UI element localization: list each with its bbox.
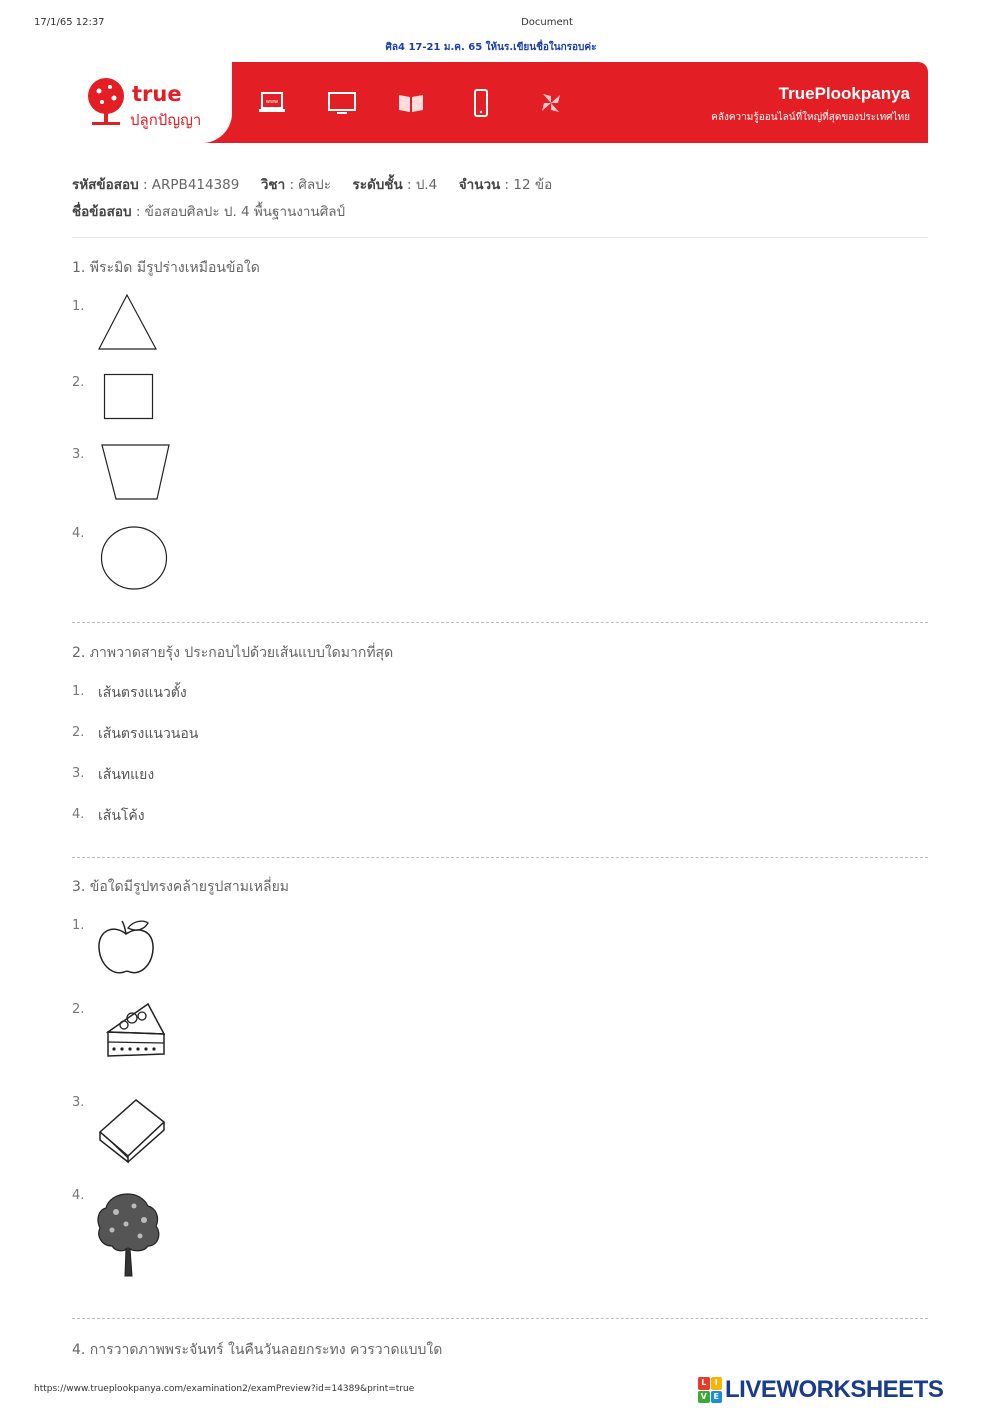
option-number: 4.: [72, 1188, 85, 1203]
level-label: ระดับชั้น: [352, 177, 403, 193]
exam-meta-line: รหัสข้อสอบ : ARPB414389 วิชา : ศิลปะ ระดับชั้น : ป.4 จำนวน : 12 ข้อ: [72, 177, 553, 193]
circle-icon[interactable]: [99, 524, 171, 592]
question-3: 3. ข้อใดมีรูปทรงคล้ายรูปสามเหลี่ยม: [72, 879, 290, 895]
brand-block: [711, 84, 910, 125]
subject-value: ศิลปะ: [298, 177, 331, 193]
logo-text: true: [132, 82, 182, 106]
book-block-icon[interactable]: [96, 1094, 170, 1164]
brand-tagline: คลังความรู้ออนไลน์ที่ใหญ่ที่สุดของประเทศไทย: [711, 112, 910, 123]
question-1: 1. พีระมิด มีรูปร่างเหมือนข้อใด: [72, 260, 260, 276]
liveworksheets-logo-icon: L I V E: [698, 1377, 722, 1403]
divider: [72, 622, 928, 623]
logo-thai-text: ปลูกปัญญา: [130, 111, 202, 129]
name-value: ข้อสอบศิลปะ ป. 4 พื้นฐานงานศิลป์: [144, 204, 346, 220]
option-label[interactable]: เส้นโค้ง: [98, 808, 145, 824]
option-number: 4.: [72, 526, 85, 541]
trapezoid-icon[interactable]: [100, 442, 172, 504]
divider: [72, 857, 928, 858]
divider: [72, 1318, 928, 1319]
option-number: 2.: [72, 1002, 85, 1017]
option-number: 1.: [72, 684, 85, 699]
site-banner: [72, 62, 928, 143]
www-laptop-icon[interactable]: [257, 88, 287, 118]
svg-text:www: www: [265, 99, 279, 105]
tv-icon[interactable]: [327, 88, 357, 118]
watermark-text: LIVEWORKSHEETS: [725, 1376, 944, 1403]
name-label: ชื่อข้อสอบ: [72, 204, 132, 220]
apple-icon[interactable]: [94, 914, 158, 978]
count-label: จำนวน: [458, 177, 501, 193]
option-number: 3.: [72, 1095, 85, 1110]
page-url: https://www.trueplookpanya.com/examination2/examPreview?id=14389&print=true: [34, 1384, 415, 1394]
option-number: 2.: [72, 375, 85, 390]
triangle-icon[interactable]: [96, 292, 160, 354]
document-subtitle: ศิล4 17-21 ม.ค. 65 ให้นร.เขียนชื่อในกรอบค่ะ: [385, 42, 597, 53]
tree-logo-icon: [86, 76, 126, 128]
brand-name: TruePlookpanya: [778, 84, 910, 103]
liveworksheets-watermark: [698, 1375, 943, 1405]
pinwheel-icon[interactable]: [536, 88, 566, 118]
exam-name-line: ชื่อข้อสอบ : ข้อสอบศิลปะ ป. 4 พื้นฐานงานศิลป์: [72, 204, 346, 220]
option-number: 3.: [72, 447, 85, 462]
print-title: Document: [521, 17, 573, 28]
code-value: ARPB414389: [151, 177, 240, 193]
option-number: 1.: [72, 918, 85, 933]
tree-icon[interactable]: [94, 1190, 164, 1280]
subject-label: วิชา: [260, 177, 286, 193]
cake-slice-icon[interactable]: [100, 998, 172, 1064]
code-label: รหัสข้อสอบ: [72, 177, 139, 193]
option-number: 1.: [72, 299, 85, 314]
option-label[interactable]: เส้นตรงแนวตั้ง: [98, 685, 187, 701]
question-2: 2. ภาพวาดสายรุ้ง ประกอบไปด้วยเส้นแบบใดมากที่สุด: [72, 645, 394, 661]
divider: [72, 237, 928, 238]
square-icon[interactable]: [102, 372, 156, 422]
print-date: 17/1/65 12:37: [34, 17, 105, 28]
option-label[interactable]: เส้นทแยง: [98, 767, 155, 783]
site-logo[interactable]: [72, 62, 232, 143]
mobile-icon[interactable]: [466, 88, 496, 118]
option-number: 2.: [72, 725, 85, 740]
option-label[interactable]: เส้นตรงแนวนอน: [98, 726, 199, 742]
question-4: 4. การวาดภาพพระจันทร์ ในคืนวันลอยกระทง ควรวาดแบบใด: [72, 1342, 443, 1358]
count-value: 12 ข้อ: [513, 177, 553, 193]
option-number: 3.: [72, 766, 85, 781]
option-number: 4.: [72, 807, 85, 822]
level-value: ป.4: [415, 177, 438, 193]
book-icon[interactable]: [396, 88, 426, 118]
